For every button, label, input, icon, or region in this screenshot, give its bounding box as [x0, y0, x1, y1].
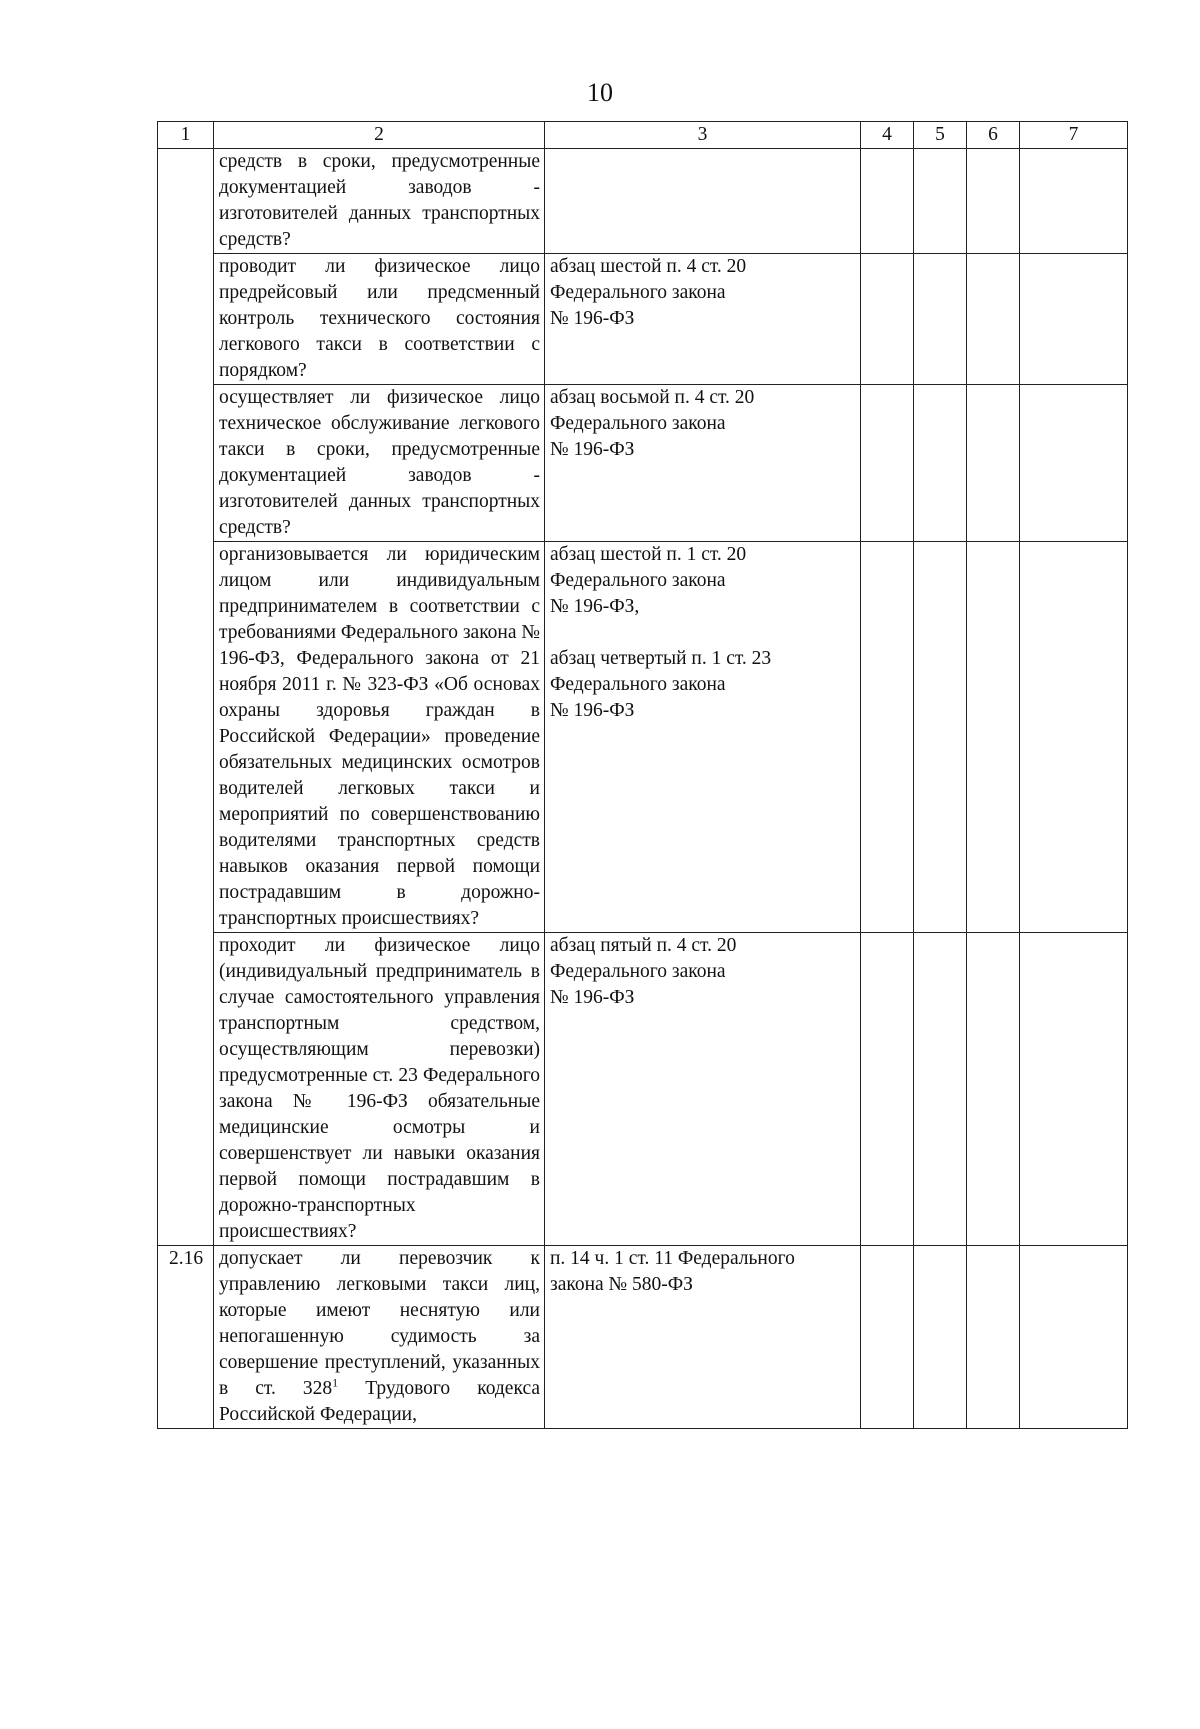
checklist-table: [157, 121, 1128, 1429]
empty-cell: [861, 254, 914, 385]
empty-cell: [914, 385, 967, 542]
empty-cell: [1020, 542, 1128, 933]
header-col-1: 1: [158, 122, 214, 149]
header-col-6: 6: [967, 122, 1020, 149]
page-number: 10: [587, 78, 613, 107]
reference-line: № 196-ФЗ,: [550, 596, 640, 617]
reference-line: абзац шестой п. 4 ст. 20: [550, 256, 747, 277]
question-cell: проходит ли физическое лицо (индивидуальный предприниматель в случае самостоятельного управления транспортным средством, осуществляющим перевозки) предусмотренные ст. 23 Федерального закона № 196-ФЗ обязательные медицинские осмотры и совершенствует ли навыки оказания первой помощи пострадавшим в дорожно-транспортных происшествиях?: [214, 933, 545, 1246]
empty-cell: [914, 542, 967, 933]
header-col-5: 5: [914, 122, 967, 149]
table-row: [158, 1246, 1128, 1429]
empty-cell: [967, 254, 1020, 385]
empty-cell: [1020, 254, 1128, 385]
empty-cell: [1020, 149, 1128, 254]
empty-cell: [1020, 385, 1128, 542]
reference-line: абзац шестой п. 1 ст. 20: [550, 544, 747, 565]
empty-cell: [861, 385, 914, 542]
reference-cell: [545, 1246, 861, 1429]
header-col-2: 2: [214, 122, 545, 149]
header-col-7: 7: [1020, 122, 1128, 149]
reference-spacer: [550, 620, 856, 646]
empty-cell: [914, 1246, 967, 1429]
empty-cell: [914, 149, 967, 254]
reference-cell: [545, 933, 861, 1246]
reference-line: № 196-ФЗ: [550, 700, 635, 721]
table-row: [158, 933, 1128, 1246]
question-cell: проводит ли физическое лицо предрейсовый или предсменный контроль технического состояния легкового такси в соответствии с порядком?: [214, 254, 545, 385]
superscript-text: 1: [332, 1375, 339, 1390]
reference-line: абзац восьмой п. 4 ст. 20: [550, 387, 755, 408]
reference-cell: [545, 254, 861, 385]
empty-cell: [861, 1246, 914, 1429]
table-row: [158, 149, 1128, 254]
empty-cell: [914, 933, 967, 1246]
header-col-3: 3: [545, 122, 861, 149]
item-number-cell: [158, 149, 214, 1246]
empty-cell: [1020, 933, 1128, 1246]
question-cell: средств в сроки, предусмотренные документацией заводов - изготовителей данных транспортных средств?: [214, 149, 545, 254]
reference-line: Федерального закона: [550, 413, 726, 434]
empty-cell: [967, 933, 1020, 1246]
reference-line: № 196-ФЗ: [550, 987, 635, 1008]
reference-line: Федерального закона: [550, 570, 726, 591]
reference-line: Федерального закона: [550, 674, 726, 695]
item-number-cell: 2.16: [158, 1246, 214, 1429]
header-col-4: 4: [861, 122, 914, 149]
question-text: допускает ли перевозчик к управлению легковыми такси лиц, которые имеют неснятую или непогашенную судимость за совершение преступлений, указанных в ст. 328: [219, 1248, 540, 1399]
question-cell: организовывается ли юридическим лицом или индивидуальным предпринимателем в соответствии с требованиями Федерального закона № 196-ФЗ, Федерального закона от 21 ноября 2011 г. № 323-ФЗ «Об основах охраны здоровья граждан в Российской Федерации» проведение обязательных медицинских осмотров водителей легковых такси и мероприятий по совершенствованию водителями транспортных средств навыков оказания первой помощи пострадавшим в дорожно-транспортных происшествиях?: [214, 542, 545, 933]
reference-line: п. 14 ч. 1 ст. 11 Федерального: [550, 1248, 795, 1269]
empty-cell: [967, 1246, 1020, 1429]
empty-cell: [1020, 1246, 1128, 1429]
reference-cell: [545, 385, 861, 542]
reference-line: абзац четвертый п. 1 ст. 23: [550, 648, 772, 669]
table-row: [158, 385, 1128, 542]
table-header-row: [158, 122, 1128, 149]
reference-line: закона № 580-ФЗ: [550, 1274, 693, 1295]
question-cell: осуществляет ли физическое лицо техническое обслуживание легкового такси в сроки, предусмотренные документацией заводов - изготовителей данных транспортных средств?: [214, 385, 545, 542]
empty-cell: [861, 149, 914, 254]
table-row: [158, 254, 1128, 385]
reference-line: Федерального закона: [550, 961, 726, 982]
question-text: Трудового кодекса Российской Федерации,: [219, 1378, 540, 1425]
reference-cell: [545, 542, 861, 933]
empty-cell: [914, 254, 967, 385]
reference-line: № 196-ФЗ: [550, 308, 635, 329]
table-row: [158, 542, 1128, 933]
reference-line: абзац пятый п. 4 ст. 20: [550, 935, 737, 956]
empty-cell: [967, 542, 1020, 933]
empty-cell: [967, 385, 1020, 542]
empty-cell: [967, 149, 1020, 254]
empty-cell: [861, 542, 914, 933]
reference-line: Федерального закона: [550, 282, 726, 303]
empty-cell: [861, 933, 914, 1246]
reference-line: № 196-ФЗ: [550, 439, 635, 460]
question-cell: [214, 1246, 545, 1429]
reference-cell: [545, 149, 861, 254]
